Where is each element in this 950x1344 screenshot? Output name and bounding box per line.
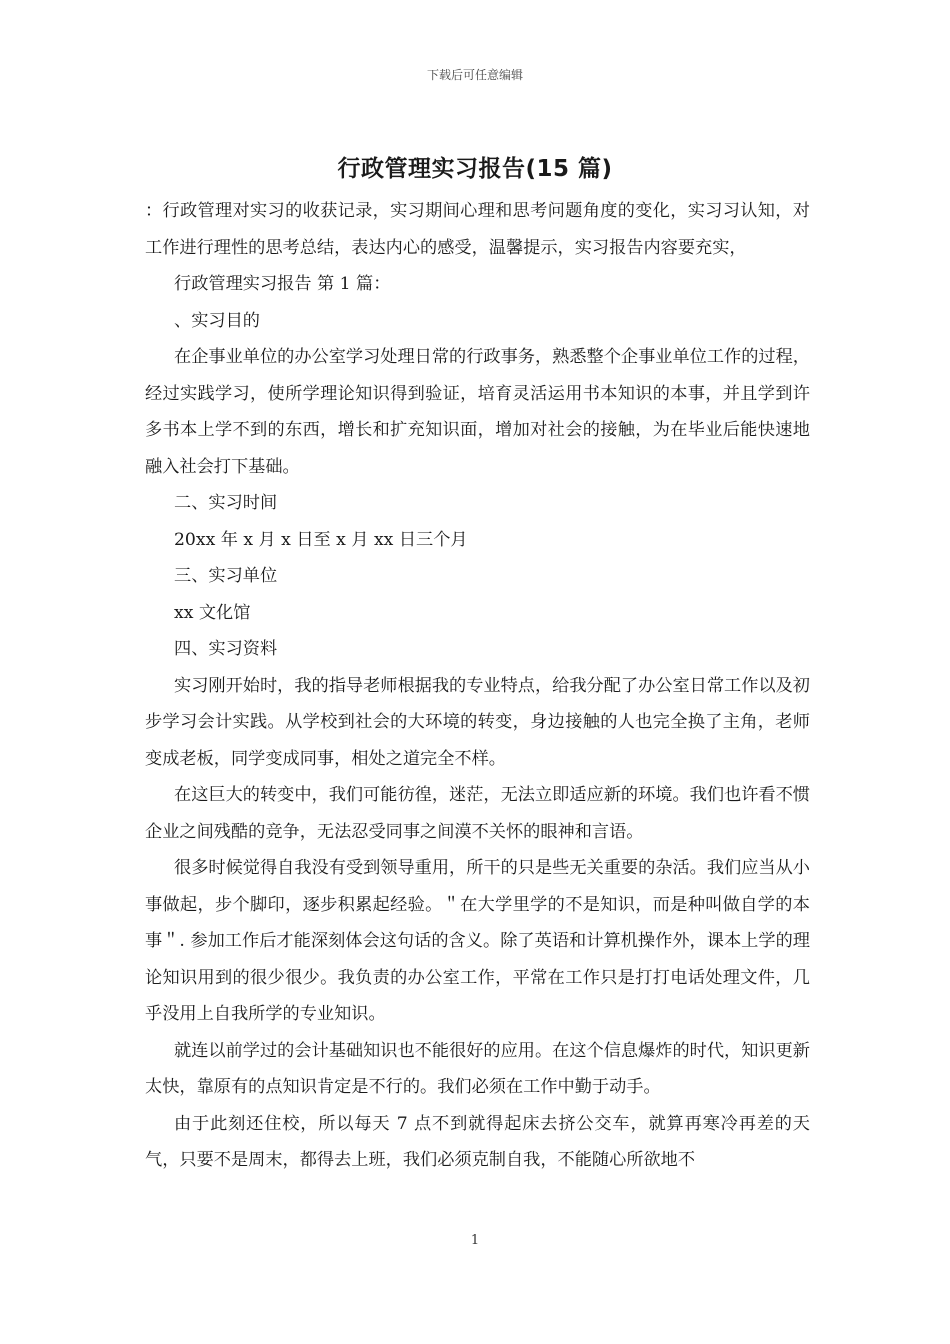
paragraph: 行政管理实习报告 第 1 篇：: [174, 274, 391, 294]
paragraph: 20xx 年 x 月 x 日至 x 月 xx 日三个月: [174, 529, 468, 550]
paragraph: ：行政管理对实习的收获记录，实习期间心理和思考问题角度的变化，实习习认知，对工作进行理性的思考总结，表达内心的感受，温馨提示，实习报告内容要充实，: [145, 201, 810, 258]
paragraph: 在这巨大的转变中，我们可能彷徨，迷茫，无法立即适应新的环境。我们也许看不惯企业之间残酷的竞争，无法忍受同事之间漠不关怀的眼神和言语。: [145, 785, 810, 842]
document-body: [145, 193, 810, 1179]
section-heading: 三、实习单位: [174, 566, 278, 586]
paragraph: 就连以前学过的会计基础知识也不能很好的应用。在这个信息爆炸的时代，知识更新太快，靠原有的点知识肯定是不行的。我们必须在工作中勤于动手。: [145, 1040, 810, 1097]
document-title: 行政管理实习报告(15 篇): [337, 156, 613, 182]
section-heading: 、实习目的: [174, 310, 260, 331]
section-heading: 四、实习资料: [174, 639, 278, 659]
section-heading: 二、实习时间: [174, 493, 278, 513]
paragraph: 很多时候觉得自我没有受到领导重用，所干的只是些无关重要的杂活。我们应当从小事做起，步个脚印，逐步积累起经验。＂在大学里学的不是知识，而是种叫做自学的本事＂. 参加工作后才能深刻体会这句话的含义。除了英语和计算机操作外，课本上学的理论知识用到的很少很少。我负责的办公室工作，平常在工作只是打打电话处理文件，几乎没用上自我所学的专业知识。: [145, 858, 810, 1024]
header-note: 下载后可任意编辑: [426, 68, 523, 82]
page-number: 1: [470, 1233, 480, 1248]
paragraph: 由于此刻还住校，所以每天 7 点不到就得起床去挤公交车，就算再寒冷再差的天气，只要不是周末，都得去上班，我们必须克制自我，不能随心所欲地不: [145, 1113, 810, 1170]
paragraph: 实习刚开始时，我的指导老师根据我的专业特点，给我分配了办公室日常工作以及初步学习会计实践。从学校到社会的大环境的转变，身边接触的人也完全换了主角，老师变成老板，同学变成同事，相处之道完全不样。: [145, 675, 810, 769]
paragraph: xx 文化馆: [174, 602, 251, 623]
paragraph: 在企事业单位的办公室学习处理日常的行政事务，熟悉整个企事业单位工作的过程，经过实践学习，使所学理论知识得到验证，培育灵活运用书本知识的本事，并且学到许多书本上学不到的东西，增长和扩充知识面，增加对社会的接触，为在毕业后能快速地融入社会打下基础。: [145, 347, 810, 477]
